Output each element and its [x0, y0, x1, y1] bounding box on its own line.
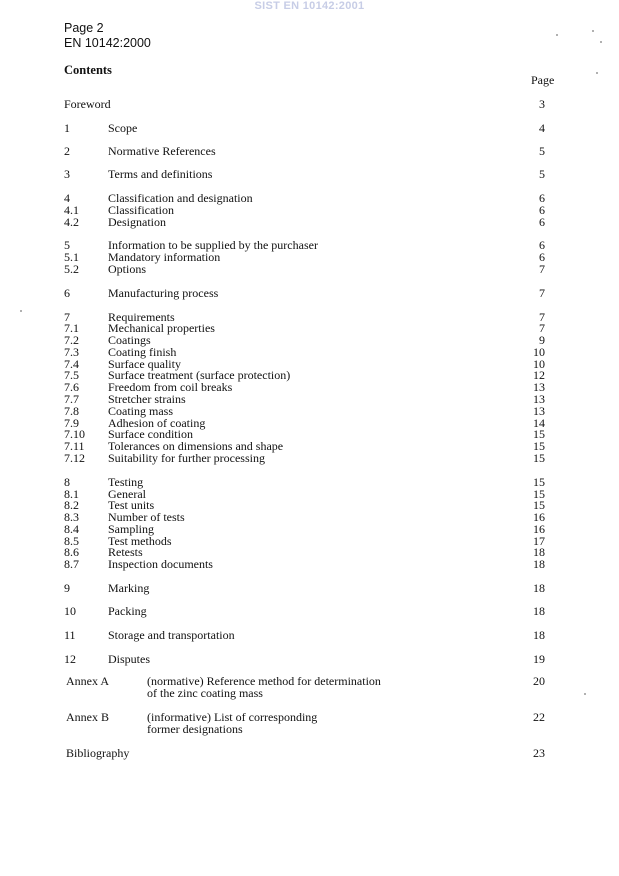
toc-title: Disputes: [108, 652, 150, 666]
toc-page: 13: [533, 380, 545, 394]
toc-title: Packing: [108, 604, 147, 618]
toc-title: Coating finish: [108, 345, 177, 359]
toc-page: 18: [533, 581, 545, 595]
toc-number: 12: [64, 652, 76, 666]
toc-page: 6: [539, 250, 545, 264]
toc-page: 6: [539, 215, 545, 229]
scan-speck: [592, 30, 594, 32]
toc-number: 5.1: [64, 250, 79, 264]
toc-title: Classification: [108, 203, 174, 217]
toc-title: Mandatory information: [108, 250, 221, 264]
toc-number: 9: [64, 581, 70, 595]
toc-number: 3: [64, 167, 70, 181]
toc-page: 7: [539, 286, 545, 300]
toc-title: Marking: [108, 581, 150, 595]
toc-number: 8.7: [64, 557, 79, 571]
toc-number: 7.4: [64, 357, 79, 371]
toc-title: Adhesion of coating: [108, 416, 206, 430]
toc-entry[interactable]: [0, 216, 619, 229]
toc-number: 4.2: [64, 215, 79, 229]
toc-number: 7.5: [64, 368, 79, 382]
annex-title-line2: former designations: [147, 722, 243, 736]
toc-number: 5.2: [64, 262, 79, 276]
toc-annex-a-continued: [0, 687, 619, 700]
toc-number: 7.3: [64, 345, 79, 359]
toc-number: 11: [64, 628, 76, 642]
toc-page: 23: [533, 746, 545, 760]
toc-entry[interactable]: [0, 145, 619, 158]
toc-entry[interactable]: [0, 653, 619, 666]
toc-title: Sampling: [108, 522, 155, 536]
annex-label: Annex B: [66, 710, 109, 724]
toc-title: Stretcher strains: [108, 392, 186, 406]
watermark: SIST EN 10142:2001: [254, 0, 365, 12]
toc-page: 10: [533, 345, 545, 359]
toc-page: 15: [533, 498, 545, 512]
scan-speck: [556, 34, 558, 36]
toc-page: 22: [533, 710, 545, 724]
scan-speck: [584, 693, 586, 695]
toc-entry[interactable]: [0, 558, 619, 571]
toc-page: 18: [533, 604, 545, 618]
toc-title: Mechanical properties: [108, 321, 215, 335]
annex-title-line1: (normative) Reference method for determination: [147, 674, 381, 688]
toc-title: Suitability for further processing: [108, 451, 265, 465]
toc-title: Testing: [108, 475, 144, 489]
annex-title-line1: (informative) List of corresponding: [147, 710, 318, 724]
toc-title: Surface treatment (surface protection): [108, 368, 291, 382]
toc-page: 7: [539, 262, 545, 276]
toc-number: 7: [64, 310, 70, 324]
toc-title: Classification and designation: [108, 191, 253, 205]
toc-title: Freedom from coil breaks: [108, 380, 233, 394]
toc-page: 13: [533, 392, 545, 406]
toc-title: Test units: [108, 498, 155, 512]
toc-title: Manufacturing process: [108, 286, 219, 300]
toc-number: 6: [64, 286, 70, 300]
toc-page: 6: [539, 191, 545, 205]
scan-speck: [596, 72, 598, 74]
toc-title: Options: [108, 262, 147, 276]
toc-number: 7.12: [64, 451, 85, 465]
toc-number: 5: [64, 238, 70, 252]
toc-page: 5: [539, 144, 545, 158]
toc-number: 7.10: [64, 427, 85, 441]
toc-number: 7.2: [64, 333, 79, 347]
toc-page: 13: [533, 404, 545, 418]
toc-entry[interactable]: [0, 452, 619, 465]
page-number-header: Page 2: [64, 21, 104, 35]
toc-title: Foreword: [64, 97, 111, 111]
toc-page: 14: [533, 416, 545, 430]
toc-page: 16: [533, 522, 545, 536]
toc-number: 8.3: [64, 510, 79, 524]
scan-speck: [20, 310, 22, 312]
toc-title: Terms and definitions: [108, 167, 213, 181]
toc-number: 7.9: [64, 416, 79, 430]
toc-number: 1: [64, 121, 70, 135]
toc-title: Storage and transportation: [108, 628, 235, 642]
toc-title: Inspection documents: [108, 557, 213, 571]
toc-page: 15: [533, 475, 545, 489]
toc-number: 7.1: [64, 321, 79, 335]
toc-number: 7.8: [64, 404, 79, 418]
toc-number: 2: [64, 144, 70, 158]
toc-page: 3: [539, 97, 545, 111]
toc-entry-foreword[interactable]: [0, 98, 619, 111]
toc-number: 4: [64, 191, 70, 205]
toc-page: 7: [539, 310, 545, 324]
toc-page: 18: [533, 557, 545, 571]
scan-speck: [600, 41, 602, 43]
toc-title: Bibliography: [66, 746, 130, 760]
toc-page: 9: [539, 333, 545, 347]
toc-entry[interactable]: [0, 287, 619, 300]
toc-entry[interactable]: [0, 122, 619, 135]
annex-title-line2: of the zinc coating mass: [147, 686, 263, 700]
toc-annex-b-continued: [0, 723, 619, 736]
toc-number: 7.11: [64, 439, 85, 453]
toc-title: General: [108, 487, 146, 501]
toc-title: Number of tests: [108, 510, 185, 524]
toc-title: Coating mass: [108, 404, 173, 418]
toc-title: Scope: [108, 121, 138, 135]
toc-number: 8.5: [64, 534, 79, 548]
toc-page: 7: [539, 321, 545, 335]
toc-page: 4: [539, 121, 545, 135]
toc-page: 5: [539, 167, 545, 181]
toc-number: 7.7: [64, 392, 79, 406]
toc-number: 4.1: [64, 203, 79, 217]
toc-page: 10: [533, 357, 545, 371]
toc-number: 8.4: [64, 522, 79, 536]
toc-entry[interactable]: [0, 263, 619, 276]
toc-page: 6: [539, 203, 545, 217]
toc-page: 15: [533, 427, 545, 441]
toc-page: 19: [533, 652, 545, 666]
toc-entry[interactable]: [0, 582, 619, 595]
toc-page: 15: [533, 487, 545, 501]
toc-number: 8.6: [64, 545, 79, 559]
toc-number: 8: [64, 475, 70, 489]
standard-number-header: EN 10142:2000: [64, 36, 151, 50]
toc-title: Coatings: [108, 333, 151, 347]
toc-number: 8.1: [64, 487, 79, 501]
toc-number: 10: [64, 604, 76, 618]
toc-title: Information to be supplied by the purchaser: [108, 238, 318, 252]
toc-page: 16: [533, 510, 545, 524]
toc-title: Tolerances on dimensions and shape: [108, 439, 284, 453]
annex-label: Annex A: [66, 674, 109, 688]
toc-page: 18: [533, 628, 545, 642]
toc-number: 7.6: [64, 380, 79, 394]
contents-heading: Contents: [64, 63, 112, 77]
toc-title: Surface quality: [108, 357, 181, 371]
page-column-label: Page: [531, 73, 555, 87]
toc-entry[interactable]: [0, 605, 619, 618]
toc-page: 12: [533, 368, 545, 382]
toc-title: Designation: [108, 215, 166, 229]
toc-title: Surface condition: [108, 427, 193, 441]
toc-title: Requirements: [108, 310, 175, 324]
toc-page: 17: [533, 534, 545, 548]
toc-title: Retests: [108, 545, 143, 559]
toc-page: 15: [533, 439, 545, 453]
toc-entry-bibliography[interactable]: [0, 747, 619, 760]
toc-entry[interactable]: [0, 168, 619, 181]
toc-title: Normative References: [108, 144, 216, 158]
toc-page: 18: [533, 545, 545, 559]
toc-page: 20: [533, 674, 545, 688]
toc-page: 6: [539, 238, 545, 252]
toc-number: 8.2: [64, 498, 79, 512]
toc-entry[interactable]: [0, 629, 619, 642]
toc-page: 15: [533, 451, 545, 465]
toc-title: Test methods: [108, 534, 172, 548]
